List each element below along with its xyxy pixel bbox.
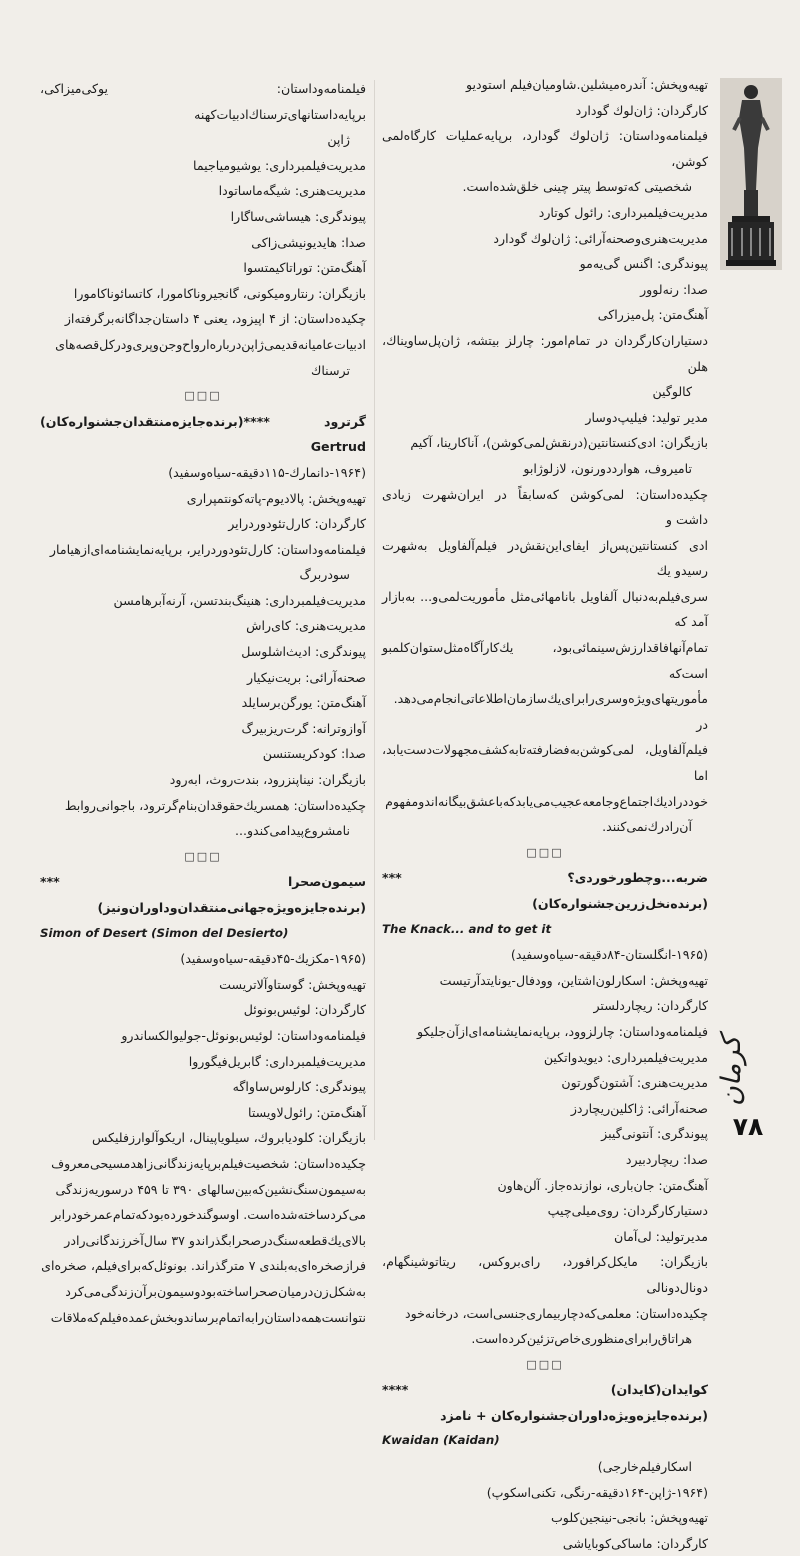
text-line: اسکار‌فیلم‌خارجی) xyxy=(597,1459,692,1475)
right-text-column xyxy=(382,72,708,1556)
text-line: فیلمنامه‌وداستان: ژان‌لوك گودارد، برپایه‌عملیات کارگاه‌لمی کوشن، xyxy=(382,128,708,169)
text-line: کارگردان: لوئیس‌بونوئل xyxy=(243,1002,366,1018)
text-line: فیلمنامه‌و‌داستان: کارل‌تئودور‌درایر، برپایه‌نمایشنامه‌ای‌از‌هیامار xyxy=(49,541,366,557)
text-line: چکیده‌داستان: از ۴ اپیزود، یعنی ۴ داستان‌جداگانه‌برگرفته‌از xyxy=(64,311,366,327)
text-line: شخصیتی که‌توسط پیتر چینی خلق‌شده‌است. xyxy=(462,179,692,195)
text-line: سودربرگ xyxy=(299,567,350,583)
text-line: تمام‌آنها‌فاقدارزش‌سینمائی‌بود، یك‌کارآگاه‌مثل‌ستوان‌کلمبو است‌که xyxy=(382,640,708,681)
text-line: فیلمنامه‌و‌داستان: چارلز‌وود، برپایه‌نمایشنامه‌ای‌از‌آن‌جلیکو xyxy=(416,1023,708,1039)
text-line: چکیده‌داستان: شخصیت‌فیلم‌برپایه‌زندگانی‌زاهد‌مسیحی‌معروف xyxy=(51,1155,366,1171)
text-line: هر‌اتاق‌را‌برای‌منظوری‌خاص‌تزئین‌کرده‌است. xyxy=(471,1331,692,1347)
text-line: Kwaidan (Kaidan) xyxy=(382,1433,500,1448)
text-line: بازیگران: کلودیا‌بروك، سیلویا‌پینال، اریکو‌آلوارز‌فلیکس xyxy=(91,1130,366,1146)
text-line: The Knack... and to get it xyxy=(382,921,552,936)
text-line: مدیریت‌هنری: آشتون‌گورتون xyxy=(561,1075,708,1091)
text-line: (۱۹۶۴-ژاپن-۱۶۴دقیقه-رنگی، تکنی‌اسکوپ) xyxy=(486,1484,708,1500)
oscar-statuette-image xyxy=(720,78,782,270)
left-text-column xyxy=(40,76,366,1330)
text-line: مدیریت‌هنری: شیگه‌ماسا‌تودا xyxy=(218,183,366,199)
text-line: مدیر‌تولید: لی‌آمان xyxy=(614,1228,708,1244)
text-line: صدا: کود‌کریستنسن xyxy=(262,746,366,762)
text-line: آهنگ‌متن: یورگن‌برسایلد xyxy=(241,695,366,711)
text-line: کارگردان: ماساکی‌کوبایاشی xyxy=(562,1535,708,1551)
section-separator: □□□ xyxy=(526,845,564,859)
text-line: تهیه‌و‌پخش: بانجی-نینجین‌کلوب xyxy=(550,1510,708,1526)
text-line: پیوندگری: کارلوس‌ساواگه xyxy=(232,1079,366,1095)
text-line: آهنگ‌متن: تورا‌تاکیمتسوا xyxy=(243,260,366,276)
text-line: می‌کرد‌ساخته‌شده‌است. او‌سوگند‌خورده‌بود‌که‌تمام‌عمر‌خود‌را‌بر xyxy=(51,1207,366,1223)
text-line: ترسناك xyxy=(310,362,350,378)
text-line: مدیریت‌هنری: کای‌راش xyxy=(246,618,366,634)
section-separator: □□□ xyxy=(184,389,222,403)
text-line: چکیده‌داستان: لمی‌کوشن که‌سابقاً در ایران‌شهرت زیادی داشت و xyxy=(382,486,708,528)
text-line: پیوندگری: آنتونی‌گیبز xyxy=(601,1126,708,1142)
text-line: مدیریت‌فیلمبرداری: یوشیو‌میاجیما xyxy=(193,157,366,173)
text-line: تهیه‌و‌پخش: پالادیوم-پاته‌کونتمپراری xyxy=(186,490,366,506)
section-separator: □□□ xyxy=(526,1357,564,1371)
text-line: کارگردان: ریچارد‌لستر xyxy=(593,998,708,1014)
text-line: (۱۹۶۴-دانمارك-۱۱۵دقیقه-سیاه‌و‌سفید) xyxy=(168,464,366,480)
text-line: مأموریتهای‌ویژه‌و‌سری‌را‌برای‌یك‌سازمان‌اطلاعاتی‌انجام‌می‌دهد. در xyxy=(393,691,708,732)
text-line: بالای‌یك‌قطعه‌سنگ‌در‌صحرا‌بگذراند‌و ۳۷ سال‌آخر‌زندگانی‌را‌در xyxy=(64,1232,366,1248)
text-line: کالوگین xyxy=(652,384,692,400)
text-line: مدیر تولید: فیلیپ‌دوسار xyxy=(585,409,708,425)
film-title-line: کوایدان(کایدان) ****(برنده‌جایزه‌ویژه‌داوران‌جشنواره‌کان + نامزد xyxy=(382,1382,708,1423)
text-line: آهنگ‌متن: جان‌باری، نوازنده‌جاز. آلن‌هاون xyxy=(497,1177,708,1193)
text-line: سری‌فیلم‌به‌دنبال آلفاویل با‌نامهائی‌مثل مأموریت‌لمی‌و... به‌بازار آمد که xyxy=(382,588,708,630)
section-separator: □□□ xyxy=(184,849,222,863)
text-line: تامیروف، هوارددورنون، لازلوژابو xyxy=(523,460,692,476)
text-line: بازیگران: نینا‌پنز‌رود، بندت‌روث، ابه‌رود xyxy=(169,772,366,788)
oscar-statuette-icon xyxy=(720,78,782,270)
text-line: چکیده‌داستان: همسر‌یك‌حقوقدان‌بنام‌گرترود، با‌جوانی‌روابط xyxy=(64,797,366,813)
text-line: کارگردان: کارل‌تئودور‌درایر xyxy=(228,516,366,532)
text-line: صدا: هایدیو‌نیشی‌زاکی xyxy=(251,234,366,250)
text-line: فیلمنامه‌و‌داستان: لوئیس‌بونوئل-جولیو‌الکساندرو xyxy=(121,1027,366,1043)
text-line: صحنه‌آرائی: بریت‌نیکیار xyxy=(246,669,366,685)
text-line: بازیگران: رنتارو‌میکونی، گانجیرو‌ناکامورا، کاتسائو‌ناکامورا xyxy=(73,285,366,301)
text-line: دستیاران‌کارگردان در تمام‌امور: چارلز بیتشه، ژان‌پل‌ساویناك، هلن xyxy=(382,332,708,374)
text-line: آن‌را‌درك‌نمی‌کنند. xyxy=(602,819,692,835)
page-number: ۷۸ xyxy=(732,1112,764,1141)
text-line: مدیریت‌فیلمبرداری: دیوید‌واتکین xyxy=(543,1049,708,1065)
text-line: پیوندگری: ادیث‌اشلوسل xyxy=(241,644,366,660)
text-line: به‌شکل‌زن‌در‌میان‌صحرا‌ساخته‌بود‌و‌سیمون‌بر‌آن‌زندگی‌می‌کرد xyxy=(65,1283,366,1299)
text-line: صحنه‌آرائی: ژاکلین‌ریچاردز xyxy=(570,1100,708,1116)
text-line: ادبیات‌عامیانه‌قدیمی‌ژاپن‌درباره‌ارواح‌و‌جن‌و‌پری‌و‌در‌کل‌قصه‌های xyxy=(55,336,366,352)
text-line: نامشروع‌پیدامی‌کند‌و... xyxy=(234,823,350,839)
film-title-line: ضربه...و‌چطور‌خوردی؟ ***(برنده‌نخل‌زرین‌جشنواره‌کان) xyxy=(382,870,708,911)
magazine-logo: کرمان xyxy=(716,1035,747,1106)
text-line: مدیریت‌فیلمبرداری: رائول کوتارد xyxy=(538,204,708,220)
text-line: کارگردان: ژان‌لوك گودارد xyxy=(575,102,708,118)
text-line: تهیه‌و‌پخش: اسکار‌لون‌اشتاین، وودفال-یونایتد‌آرتیست xyxy=(439,972,708,988)
text-line: پیوندگری: اگنس گی‌یه‌مو xyxy=(579,256,708,272)
column-divider xyxy=(374,80,375,1140)
text-line: تهیه‌وپخش: آندره‌میشلین.شاومیان‌فیلم استودیو xyxy=(466,77,708,92)
text-line: بازیگران: مایکل‌کرافورد، رای‌بروکس، ریتا‌توشینگهام، دونال‌دونالی xyxy=(382,1254,708,1295)
text-line: صدا: رنه‌لوور xyxy=(640,281,708,297)
text-line: به‌سیمون‌سنگ‌نشین‌که‌بین‌سالهای ۳۹۰ تا ۴۵۹ در‌سوریه‌زندگی xyxy=(55,1181,366,1197)
text-line: ژاپن xyxy=(327,132,350,148)
text-line: خود‌در‌اد‌یك‌اجتماع‌و‌جامعه‌عجیب‌می‌یابد‌که‌با‌عشق‌بیگانه‌اند‌و‌مفهوم xyxy=(385,793,708,809)
text-line: فراز‌صخره‌ای‌به‌بلندی ۷ متر‌گذراند. بونوئل‌که‌برای‌فیلم، صخره‌ای xyxy=(41,1258,366,1274)
text-line: آهنگ‌متن: پل‌میزراکی xyxy=(597,307,708,323)
text-line: مدیریت‌فیلمبرداری: هنینگ‌بندتسن، آرنه‌آبرهامسن xyxy=(113,592,366,608)
text-line: دستیار‌کارگردان: روی‌میلی‌چیپ xyxy=(547,1203,708,1219)
text-line: مدیریت‌فیلمبرداری: گابریل‌فیگوروا xyxy=(188,1053,366,1069)
text-line: آهنگ‌متن: رائول‌لاویستا xyxy=(248,1104,366,1120)
text-line: Simon of Desert (Simon del Desierto) xyxy=(40,925,289,940)
film-title-line: سیمون‌صحرا ***(برنده‌جایزه‌ویژه‌جهانی‌منتقدان‌و‌داوران‌ونیز) xyxy=(40,874,366,915)
text-line: فیلم‌آلفاویل، لمی‌کوشن‌به‌فضا‌رفته‌تا‌به‌کشف‌مجهولات‌دست‌یابد، اما xyxy=(382,742,708,784)
text-line: ادی کنستانتین‌پس‌از ایفای‌این‌نقش‌در فیلم‌آلفاویل به‌شهرت رسیدو یك xyxy=(382,537,708,579)
text-line: آواز‌و‌ترانه: گرت‌ریزبیرگ xyxy=(241,720,366,736)
text-line: فیلمنامه‌و‌داستان: یوکی‌میزاکی، برپایه‌داستانهای‌ترسناك‌ادبیات‌کهنه xyxy=(40,81,366,122)
text-line: (۱۹۶۵-مکزیك-۴۵دقیقه-سیاه‌و‌سفید) xyxy=(180,951,366,967)
text-line: نتوانست‌همه‌داستان‌را‌به‌اتمام‌برساند‌و‌بخش‌عمده‌فیلم‌که‌ملاقات xyxy=(50,1309,366,1325)
text-line: تهیه‌و‌پخش: گوستاو‌آلاتریست xyxy=(219,976,366,992)
text-line: مدیریت‌هنری‌وصحنه‌آرائی: ژان‌لوك گودارد xyxy=(493,230,708,246)
film-title-line: گرترود ****(برنده‌جایزه‌منتقدان‌جشنواره‌کان) Gertrud xyxy=(40,413,366,455)
text-line: (۱۹۶۵-انگلستان-۸۴دقیقه-سیاه‌و‌سفید) xyxy=(510,947,708,963)
text-line: صدا: ریچارد‌بیرد xyxy=(625,1151,708,1167)
text-line: چکیده‌داستان: معلمی‌که‌دچار‌بیماری‌جنسی‌است، در‌خانه‌خود xyxy=(404,1305,708,1321)
text-line: بازیگران: ادی‌کنستانتین(درنقش‌لمی‌کوشن)، آناکارینا، آکیم xyxy=(410,435,708,451)
text-line: پیوندگری: هیساشی‌ساگارا xyxy=(230,208,366,224)
